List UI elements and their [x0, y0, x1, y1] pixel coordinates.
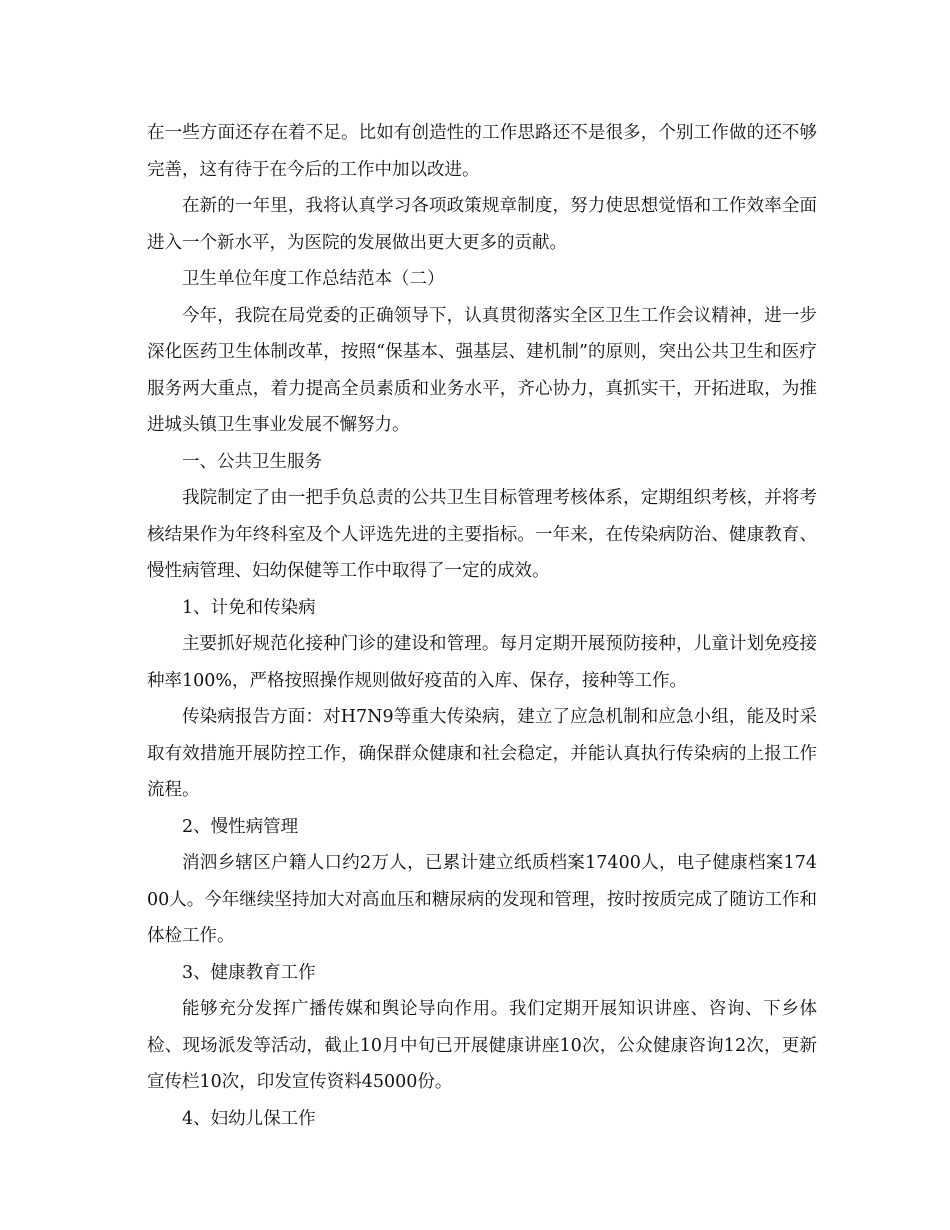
section-title: 卫生单位年度工作总结范本（二）	[182, 269, 445, 289]
paragraph: 在一些方面还存在着不足。比如有创造性的工作思路还不是很多，个别工作做的还不够完善，这有待于在今后的工作中加以改进。	[147, 123, 817, 180]
paragraph: 消泗乡辖区户籍人口约2万人，已累计建立纸质档案17400人，电子健康档案17400人。今年继续坚持加大对高血压和糖尿病的发现和管理，按时按质完成了随访工作和体检工作。	[147, 853, 817, 946]
section-heading: 一、公共卫生服务	[182, 451, 322, 472]
subsection-heading: 4、妇幼儿保工作	[182, 1108, 316, 1129]
paragraph: 传染病报告方面：对H7N9等重大传染病，建立了应急机制和应急小组，能及时采取有效措施开展防控工作，确保群众健康和社会稳定，并能认真执行传染病的上报工作流程。	[147, 707, 817, 800]
subsection-heading: 3、健康教育工作	[182, 962, 316, 983]
subsection-heading: 1、计免和传染病	[182, 597, 316, 618]
paragraph: 能够充分发挥广播传媒和舆论导向作用。我们定期开展知识讲座、咨询、下乡体检、现场派发等活动，截止10月中旬已开展健康讲座10次，公众健康咨询12次，更新宣传栏10次，印发宣传资料45000份。	[147, 999, 817, 1092]
paragraph: 主要抓好规范化接种门诊的建设和管理。每月定期开展预防接种，儿童计划免疫接种率100%，严格按照操作规则做好疫苗的入库、保存，接种等工作。	[147, 634, 817, 691]
paragraph: 今年，我院在局党委的正确领导下，认真贯彻落实全区卫生工作会议精神，进一步深化医药卫生体制改革，按照“保基本、强基层、建机制”的原则，突出公共卫生和医疗服务两大重点，着力提高全员素质和业务水平，齐心协力，真抓实干，开拓进取，为推进城头镇卫生事业发展不懈努力。	[147, 305, 817, 435]
paragraph: 我院制定了由一把手负总责的公共卫生目标管理考核体系，定期组织考核，并将考核结果作为年终科室及个人评选先进的主要指标。一年来，在传染病防治、健康教育、慢性病管理、妇幼保健等工作中取得了一定的成效。	[147, 488, 817, 581]
paragraph: 在新的一年里，我将认真学习各项政策规章制度，努力使思想觉悟和工作效率全面进入一个新水平，为医院的发展做出更大更多的贡献。	[147, 196, 817, 253]
subsection-heading: 2、慢性病管理	[182, 816, 299, 837]
document-body	[147, 115, 817, 1137]
